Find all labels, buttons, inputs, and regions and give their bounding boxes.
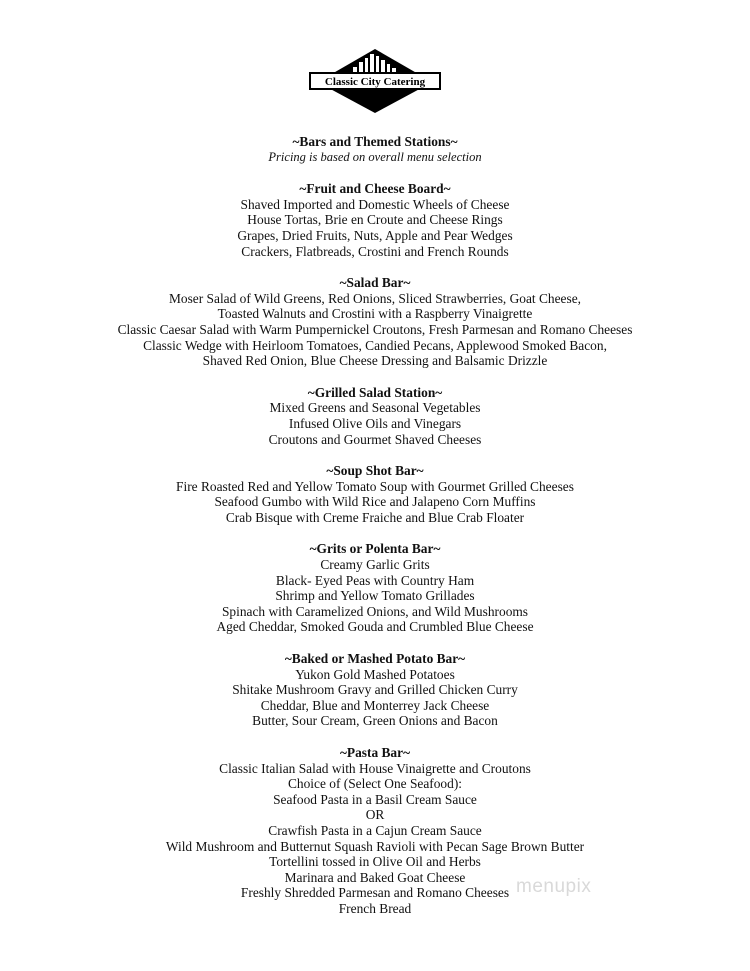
menu-line: Tortellini tossed in Olive Oil and Herbs	[269, 854, 481, 870]
menu-line: Shrimp and Yellow Tomato Grillades	[275, 588, 475, 604]
section-title: ~Pasta Bar~	[339, 745, 411, 760]
section-pasta-bar	[0, 745, 750, 917]
menu-line: Crackers, Flatbreads, Crostini and French Rounds	[241, 243, 509, 259]
section-grilled-salad-station	[0, 385, 750, 447]
menu-line: Grapes, Dried Fruits, Nuts, Apple and Pear Wedges	[237, 227, 513, 243]
section-salad-bar	[0, 275, 750, 369]
company-logo	[309, 48, 441, 114]
menu-line: French Bread	[338, 900, 412, 916]
section-title: ~Bars and Themed Stations~	[292, 134, 458, 149]
menu-line: Butter, Sour Cream, Green Onions and Bacon	[252, 713, 498, 729]
menu-line: Yukon Gold Mashed Potatoes	[295, 666, 455, 682]
menu-line: Choice of (Select One Seafood):	[287, 776, 463, 792]
pricing-note: Pricing is based on overall menu selection	[268, 149, 482, 164]
menu-line: Fire Roasted Red and Yellow Tomato Soup with Gourmet Grilled Cheeses	[176, 478, 574, 494]
menu-line: Aged Cheddar, Smoked Gouda and Crumbled Blue Cheese	[216, 619, 534, 635]
menu-line: Classic Wedge with Heirloom Tomatoes, Candied Pecans, Applewood Smoked Bacon,	[143, 337, 607, 353]
menu-line: Toasted Walnuts and Crostini with a Raspberry Vinaigrette	[217, 306, 533, 322]
section-potato-bar	[0, 651, 750, 729]
section-title: ~Baked or Mashed Potato Bar~	[284, 651, 466, 667]
menu-line: Classic Caesar Salad with Warm Pumpernickel Croutons, Fresh Parmesan and Romano Cheeses	[117, 321, 633, 337]
menu-line: Cheddar, Blue and Monterrey Jack Cheese	[260, 697, 490, 713]
section-soup-shot-bar	[0, 463, 750, 525]
menu-line: Shitake Mushroom Gravy and Grilled Chicken Curry	[232, 682, 518, 698]
menupix-watermark	[516, 876, 628, 910]
menu-line: Spinach with Caramelized Onions, and Wild Mushrooms	[221, 603, 529, 619]
section-title: ~Salad Bar~	[339, 275, 411, 291]
menu-line: Creamy Garlic Grits	[320, 557, 430, 573]
menu-line: Crab Bisque with Creme Fraiche and Blue Crab Floater	[225, 509, 525, 525]
menu-line: Freshly Shredded Parmesan and Romano Cheeses	[240, 885, 510, 901]
menu-line: OR	[365, 807, 385, 823]
menu-line: Wild Mushroom and Butternut Squash Ravioli with Pecan Sage Brown Butter	[165, 838, 585, 854]
section-grits-polenta-bar	[0, 541, 750, 635]
menu-line: Seafood Gumbo with Wild Rice and Jalapeno Corn Muffins	[214, 494, 536, 510]
menu-line: Seafood Pasta in a Basil Cream Sauce	[273, 791, 477, 807]
section-bars-themed-stations	[0, 134, 750, 165]
menu-line: Shaved Red Onion, Blue Cheese Dressing and Balsamic Drizzle	[202, 353, 548, 369]
menu-line: Mixed Greens and Seasonal Vegetables	[269, 400, 481, 416]
section-title: ~Fruit and Cheese Board~	[299, 181, 451, 197]
logo-text: Classic City Catering	[324, 76, 426, 88]
section-title: ~Grits or Polenta Bar~	[309, 541, 441, 557]
watermark-text: menupix	[516, 876, 592, 897]
section-title: ~Grilled Salad Station~	[307, 384, 443, 400]
menu-line: Crawfish Pasta in a Cajun Cream Sauce	[268, 822, 482, 838]
menu-line: Moser Salad of Wild Greens, Red Onions, Sliced Strawberries, Goat Cheese,	[168, 290, 581, 306]
section-fruit-cheese-board	[0, 181, 750, 259]
menu-content	[0, 134, 750, 933]
menu-line: House Tortas, Brie en Croute and Cheese Rings	[247, 212, 503, 228]
logo-graphic	[309, 48, 441, 114]
menu-line: Infused Olive Oils and Vinegars	[288, 415, 462, 431]
menu-line: Shaved Imported and Domestic Wheels of Cheese	[240, 196, 510, 212]
menu-line: Marinara and Baked Goat Cheese	[284, 869, 466, 885]
menu-line: Croutons and Gourmet Shaved Cheeses	[268, 431, 482, 447]
menu-line: Black- Eyed Peas with Country Ham	[275, 572, 475, 588]
section-title: ~Soup Shot Bar~	[326, 463, 424, 479]
menu-line: Classic Italian Salad with House Vinaigrette and Croutons	[219, 760, 531, 776]
